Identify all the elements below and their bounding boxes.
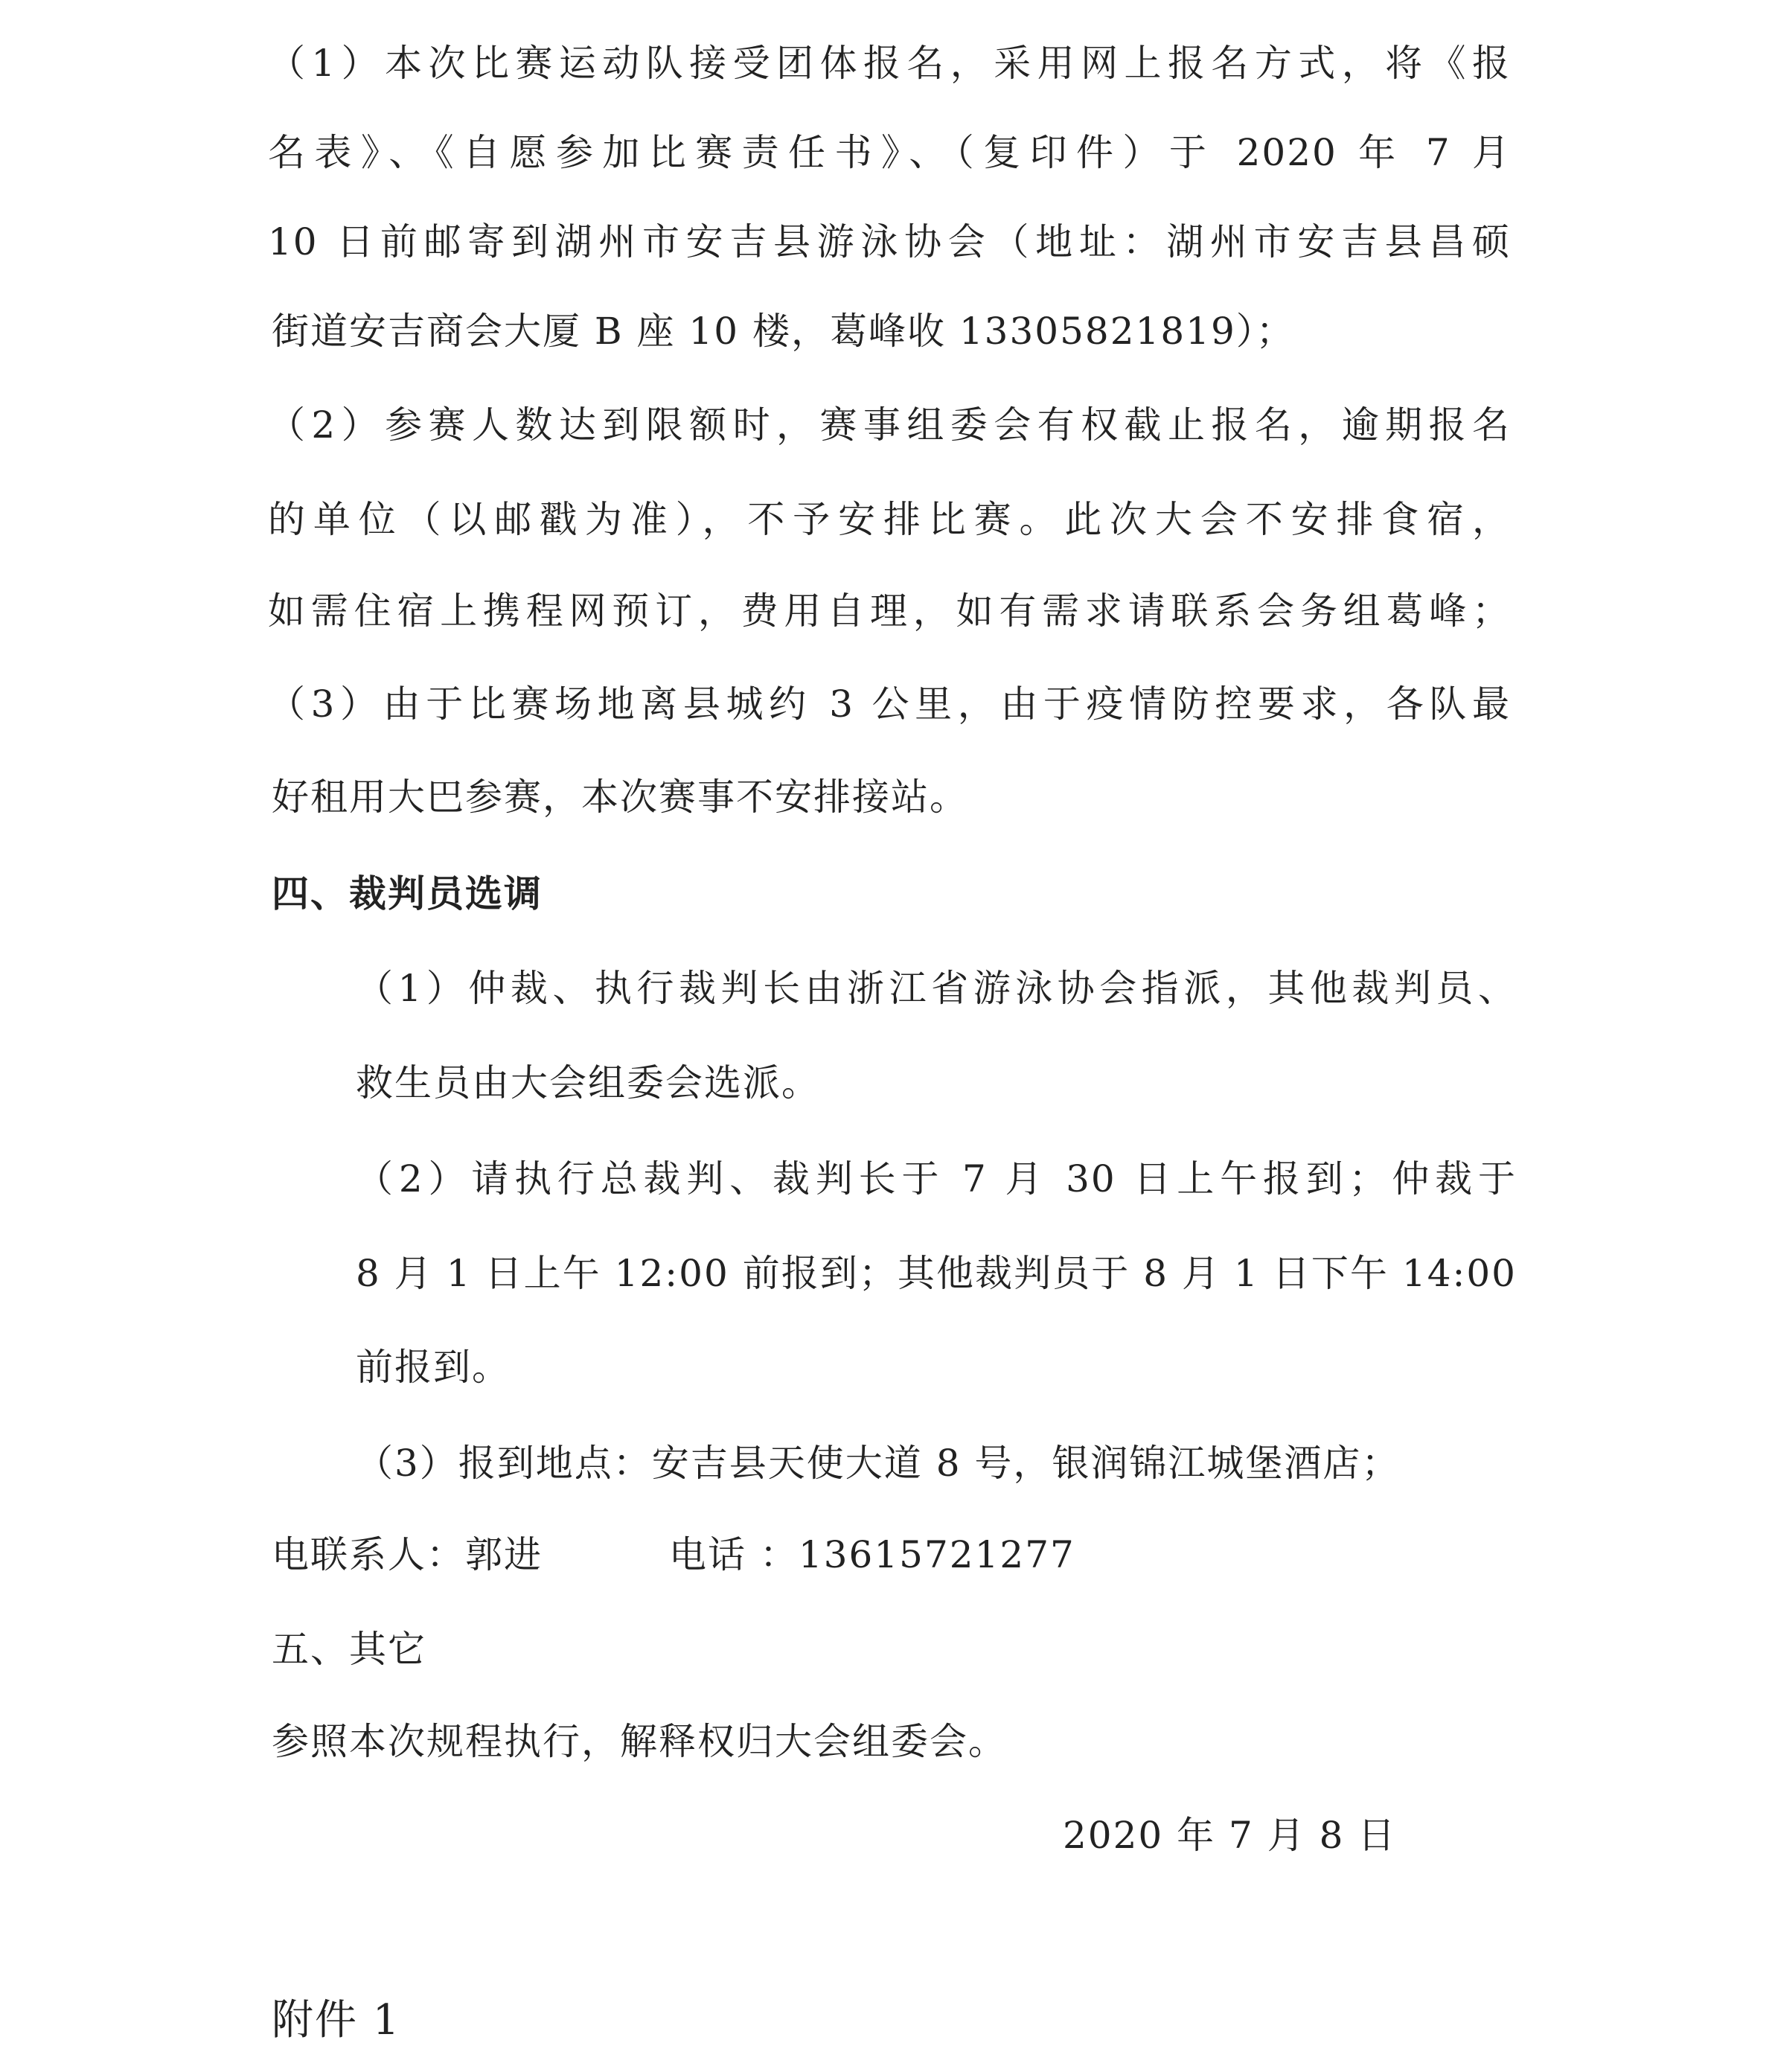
reg-item-1-line-1: （1）本次比赛运动队接受团体报名，采用网上报名方式，将《报 xyxy=(268,42,1511,85)
reg-item-2-line-1: （2）参赛人数达到限额时，赛事组委会有权截止报名，逾期报名 xyxy=(268,403,1511,447)
section-5-heading: 五、其它 xyxy=(272,1628,426,1671)
contact-person: 电联系人：郭进 xyxy=(272,1533,543,1576)
referee-item-3-line-1: （3）报到地点：安吉县天使大道 8 号，银润锦江城堡酒店； xyxy=(356,1442,1401,1485)
reg-item-3-line-2: 好租用大巴参赛，本次赛事不安排接站。 xyxy=(272,776,968,819)
reg-item-2-line-2: 的单位（以邮戳为准），不予安排比赛。此次大会不安排食宿， xyxy=(268,498,1511,541)
referee-item-1-line-1: （1）仲裁、执行裁判长由浙江省游泳协会指派，其他裁判员、 xyxy=(356,967,1517,1010)
referee-item-2-line-2: 8 月 1 日上午 12:00 前报到；其他裁判员于 8 月 1 日下午 14:00 xyxy=(356,1252,1517,1295)
referee-item-2-line-3: 前报到。 xyxy=(356,1346,511,1389)
reg-item-3-line-1: （3）由于比赛场地离县城约 3 公里，由于疫情防控要求，各队最 xyxy=(268,682,1511,726)
section-4-heading: 四、裁判员选调 xyxy=(272,872,543,915)
reg-item-1-line-2: 名表》、《自愿参加比赛责任书》、（复印件）于 2020 年 7 月 xyxy=(268,131,1511,174)
contact-line xyxy=(272,1532,1075,1578)
reg-item-2-line-3: 如需住宿上携程网预订，费用自理，如有需求请联系会务组葛峰； xyxy=(268,589,1511,633)
document-date: 2020 年 7 月 8 日 xyxy=(1063,1814,1397,1857)
other-note: 参照本次规程执行，解释权归大会组委会。 xyxy=(272,1720,1007,1763)
contact-phone: 电话 ：13615721277 xyxy=(669,1533,1075,1576)
referee-item-2-line-1: （2）请执行总裁判、裁判长于 7 月 30 日上午报到；仲裁于 xyxy=(356,1157,1517,1200)
reg-item-1-line-3: 10 日前邮寄到湖州市安吉县游泳协会（地址：湖州市安吉县昌硕 xyxy=(268,220,1511,263)
referee-item-1-line-2: 救生员由大会组委会选派。 xyxy=(356,1061,820,1104)
attachment-label: 附件 1 xyxy=(272,1996,401,2044)
reg-item-1-line-4: 街道安吉商会大厦 B 座 10 楼，葛峰收 13305821819）； xyxy=(272,310,1295,353)
